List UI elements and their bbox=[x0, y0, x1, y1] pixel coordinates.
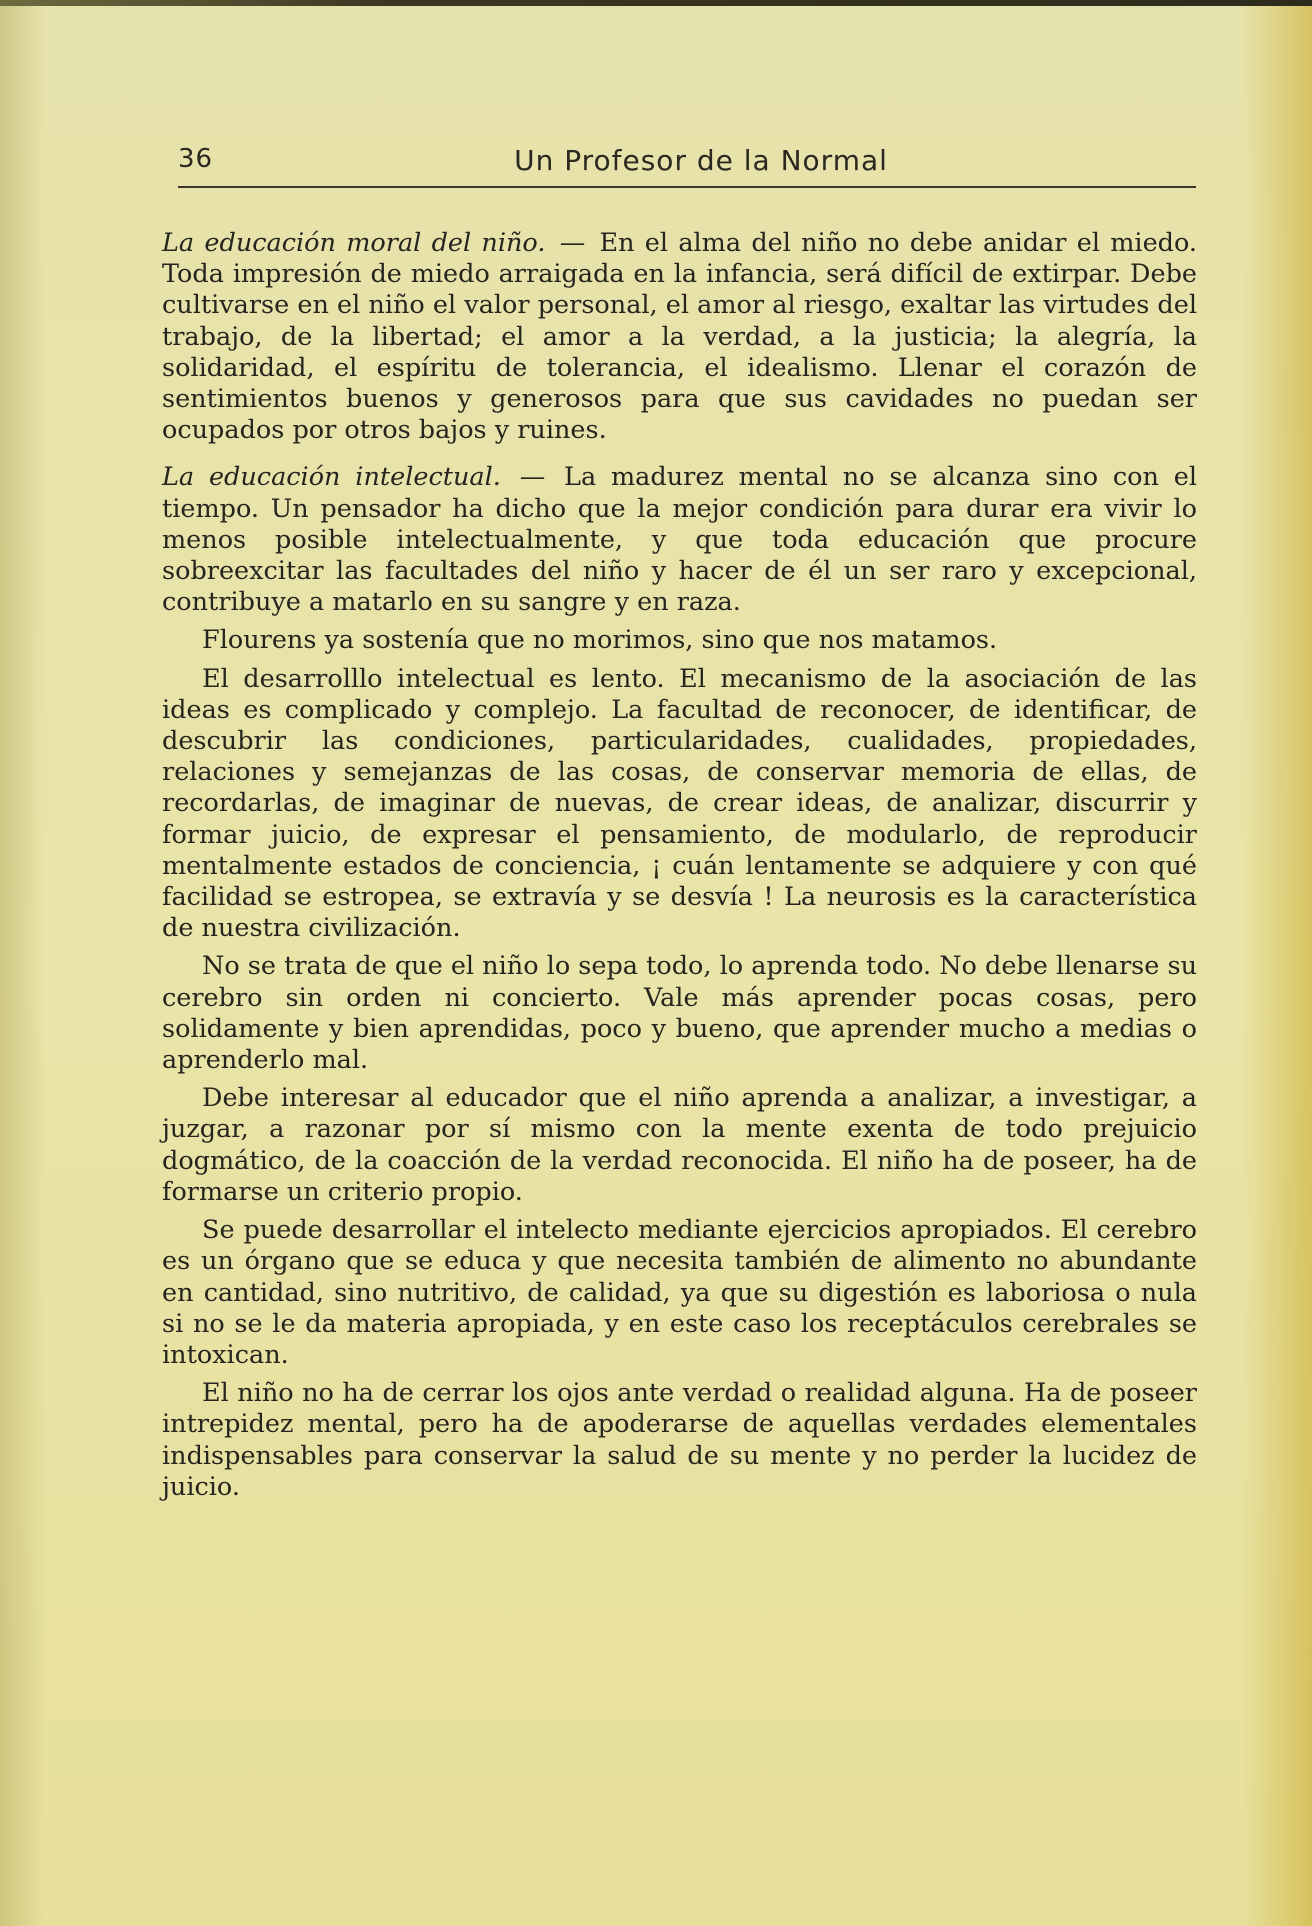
paragraph: Se puede desarrollar el intelecto mediante ejercicios apropiados. El cerebro es un órgano que se educa y que necesita también de alimento no abundante en cantidad, sino nutritivo, de calidad, ya que su digestión es laboriosa o nula si no se le da materia apropiada, y en este caso los receptáculos cerebrales se intoxican. bbox=[162, 1215, 1197, 1370]
body-text bbox=[162, 228, 1197, 1510]
paragraph-intellectual-education bbox=[162, 462, 1197, 618]
section-heading-intellectual: La educación intelectual. bbox=[162, 462, 501, 493]
running-head: Un Profesor de la Normal bbox=[514, 144, 888, 177]
page-number: 36 bbox=[178, 144, 214, 174]
paragraph-moral-education bbox=[162, 228, 1197, 446]
paragraph: No se trata de que el niño lo sepa todo, lo aprenda todo. No debe llenarse su cerebro sin orden ni concierto. Vale más aprender pocas cosas, pero solidamente y bien aprendidas, poco y bueno, que aprender mucho a medias o aprenderlo mal. bbox=[162, 951, 1197, 1076]
heading-dash: — bbox=[559, 228, 586, 258]
section-heading-moral: La educación moral del niño. bbox=[162, 228, 546, 258]
header-rule bbox=[178, 186, 1196, 188]
page-header bbox=[178, 140, 1194, 186]
paragraph: El desarrolllo intelectual es lento. El mecanismo de la asociación de las ideas es complicado y complejo. La facultad de reconocer, de identificar, de descubrir las condiciones, particularidades, cualidades, propiedades, relaciones y semejanzas de las cosas, de conservar memoria de ellas, de recordarlas, de imaginar de nuevas, de crear ideas, de analizar, discurrir y formar juicio, de expresar el pensamiento, de modularlo, de reproducir mentalmente estados de conciencia, ¡ cuán lentamente se adquiere y con qué facilidad se estropea, se extravía y se desvía ! La neurosis es la característica de nuestra civilización. bbox=[162, 663, 1197, 944]
section-text-intellectual: La madurez mental no se alcanza sino con el tiempo. Un pensador ha dicho que la mejor condición para durar era vivir lo menos posible intelectualmente, y que toda educación que procure sobreexcitar las facultades del niño y hacer de él un ser raro y excepcional, contribuye a matarlo en su sangre y en raza. bbox=[162, 462, 1198, 618]
page-top-edge bbox=[0, 0, 1312, 6]
section-text-moral: En el alma del niño no debe anidar el miedo. Toda impresión de miedo arraigada en la infancia, será difícil de extirpar. Debe cultivarse en el niño el valor personal, el amor al riesgo, exaltar las virtudes del trabajo, de la libertad; el amor a la verdad, a la justicia; la alegría, la solidaridad, el espíritu de tolerancia, el idealismo. Llenar el corazón de sentimientos buenos y generosos para que sus cavidades no puedan ser ocupados por otros bajos y ruines. bbox=[162, 228, 1198, 446]
paragraph: El niño no ha de cerrar los ojos ante verdad o realidad alguna. Ha de poseer intrepidez mental, pero ha de apoderarse de aquellas verdades elementales indispensables para conservar la salud de su mente y no perder la lucidez de juicio. bbox=[162, 1378, 1197, 1502]
paragraph: Debe interesar al educador que el niño aprenda a analizar, a investigar, a juzgar, a razonar por sí mismo con la mente exenta de todo prejuicio dogmático, de la coacción de la verdad reconocida. El niño ha de poseer, ha de formarse un criterio propio. bbox=[162, 1083, 1197, 1207]
paragraph: Flourens ya sostenía que no morimos, sino que nos matamos. bbox=[202, 625, 998, 656]
heading-dash: — bbox=[519, 462, 546, 493]
